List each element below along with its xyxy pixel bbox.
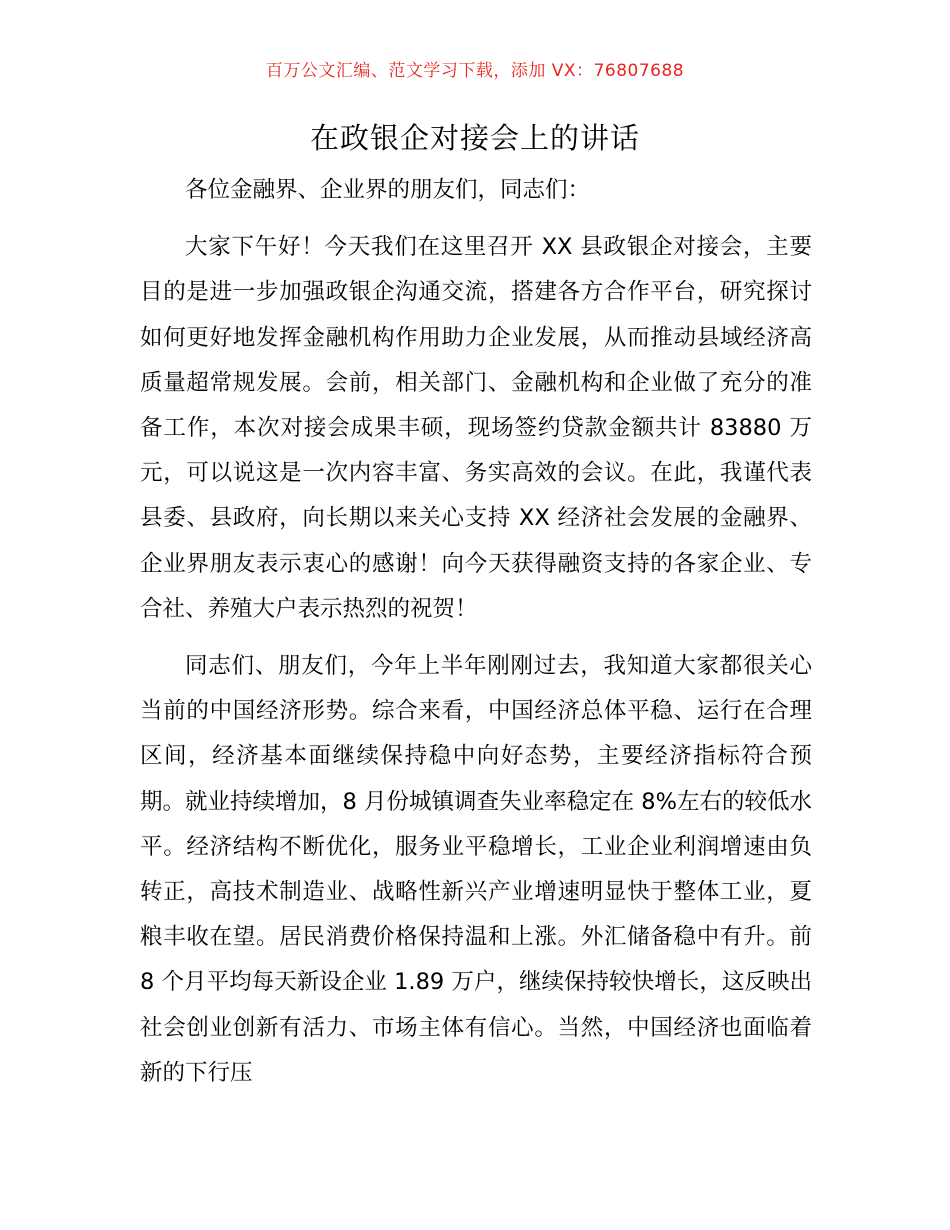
header-note: 百万公文汇编、范文学习下载，添加 VX：76807688 [265,61,685,81]
paragraph-2: 同志们、朋友们，今年上半年刚刚过去，我知道大家都很关心当前的中国经济形势。综合来看，中国经济总体平稳、运行在合理区间，经济基本面继续保持稳中向好态势，主要经济指标符合预期。就业持续增加，8 月份城镇调查失业率稳定在 8%左右的较低水平。经济结构不断优化，服务业平稳增长，工业企业利润增速由负转正，高技术制造业、战略性新兴产业增速明显快于整体工业，夏粮丰收在望。居民消费价格保持温和上涨。外汇储备稳中有升。前 8 个月平均每天新设企业 1.89 万户，继续保持较快增长，这反映出社会创业创新有活力、市场主体有信心。当然，中国经济也面临着新的下行压 [140,653,812,1086]
salutation: 各位金融界、企业界的朋友们，同志们： [185,177,591,203]
document-body [140,168,812,1108]
paragraph-1: 大家下午好！今天我们在这里召开 XX 县政银企对接会，主要目的是进一步加强政银企沟通交流，搭建各方合作平台，研究探讨如何更好地发挥金融机构作用助力企业发展，从而推动县域经济高质量超常规发展。会前，相关部门、金融机构和企业做了充分的准备工作，本次对接会成果丰硕，现场签约贷款金额共计 83880 万元，可以说这是一次内容丰富、务实高效的会议。在此，我谨代表县委、县政府，向长期以来关心支持 XX 经济社会发展的金融界、企业界朋友表示衷心的感谢！向今天获得融资支持的各家企业、专合社、养殖大户表示热烈的祝贺！ [140,234,812,622]
document-title: 在政银企对接会上的讲话 [309,121,640,155]
